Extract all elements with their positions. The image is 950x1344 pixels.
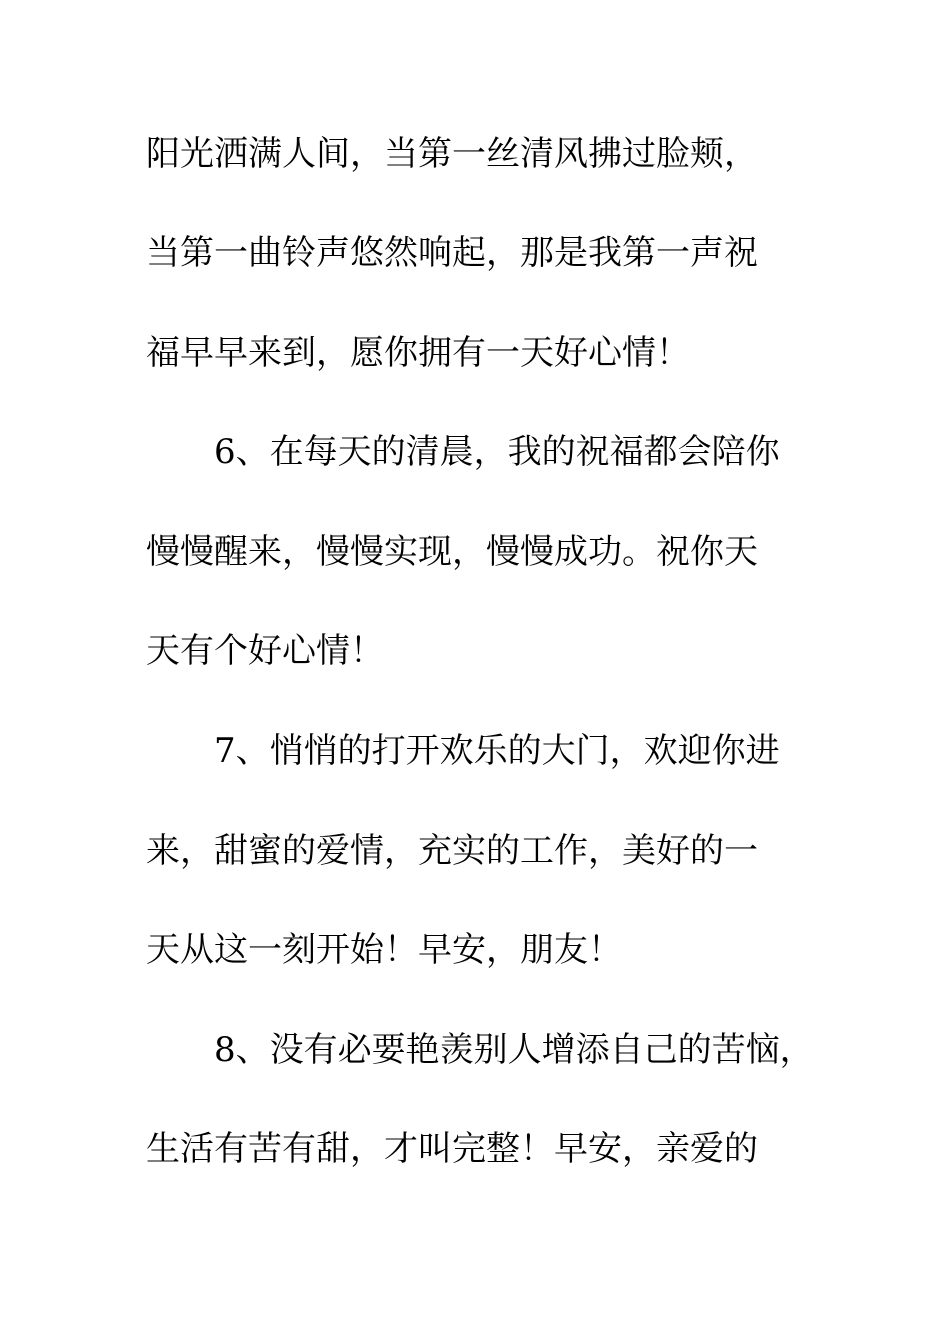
paragraph-start-line: 7、悄悄的打开欢乐的大门，欢迎你进 — [214, 731, 780, 771]
paragraph-start-line: 6、在每天的清晨，我的祝福都会陪你 — [214, 432, 780, 472]
text-line: 当第一曲铃声悠然响起，那是我第一声祝 — [146, 233, 758, 273]
text-line: 福早早来到，愿你拥有一天好心情！ — [146, 333, 690, 373]
text-line: 来，甜蜜的爱情，充实的工作，美好的一 — [146, 831, 758, 871]
text-line: 慢慢醒来，慢慢实现，慢慢成功。祝你天 — [146, 532, 758, 572]
paragraph-start-line: 8、没有必要艳羡别人增添自己的苦恼， — [214, 1030, 814, 1070]
text-line: 生活有苦有甜，才叫完整！早安，亲爱的 — [146, 1129, 758, 1169]
text-line: 阳光洒满人间，当第一丝清风拂过脸颊， — [146, 134, 758, 174]
text-line: 天有个好心情！ — [146, 631, 384, 671]
text-line: 天从这一刻开始！早安，朋友！ — [146, 930, 622, 970]
